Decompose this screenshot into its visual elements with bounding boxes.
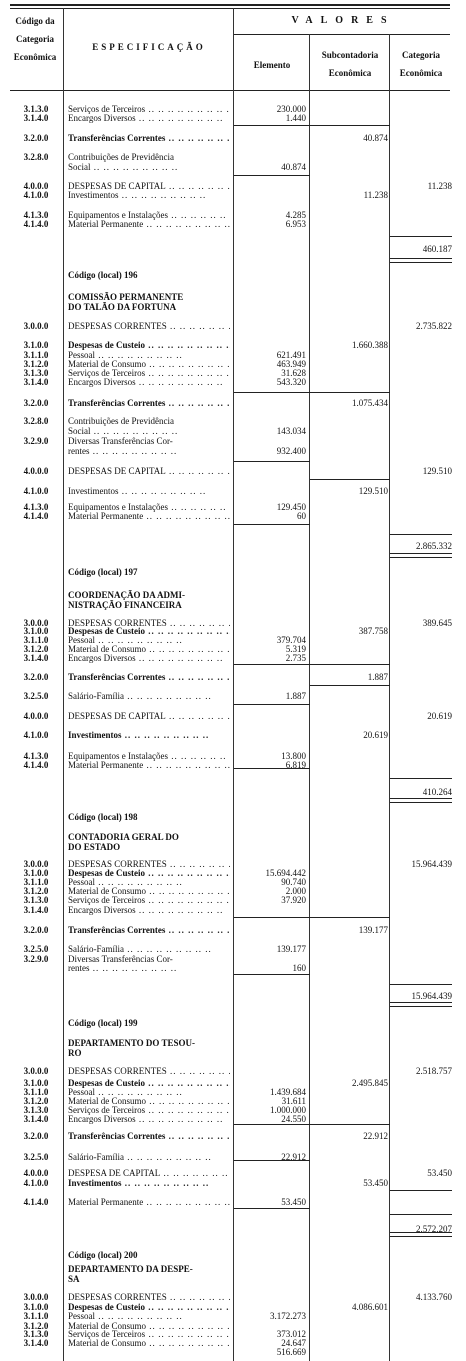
specification-text: Material Permanente .. .. [68, 1197, 230, 1207]
category-code: 3.2.0.0 [23, 1131, 49, 1141]
categoria-value: 2.735.822 [416, 321, 452, 331]
elemento-value: 53.450 [281, 1197, 306, 1207]
subcontadoria-value: 139.177 [358, 925, 388, 935]
valores-rule [234, 34, 450, 35]
categoria-value: 11.238 [427, 181, 452, 191]
total-rule [390, 1214, 452, 1215]
categoria-value: 20.619 [427, 711, 452, 721]
elemento-value: 373.012 [276, 1329, 306, 1339]
categoria-value: 2.865.332 [416, 541, 452, 551]
categoria-value: 2.518.757 [416, 1066, 452, 1076]
total-rule [310, 125, 390, 126]
category-code: 3.1.4.0 [23, 653, 49, 663]
elemento-value: 143.034 [276, 426, 306, 436]
specification-text: Equipamentos e Instalações .. .. [68, 502, 230, 512]
category-code: 3.1.4.0 [23, 1114, 49, 1124]
total-rule [234, 768, 310, 769]
category-code: 3.2.8.0 [23, 416, 49, 426]
elemento-value: 24.550 [281, 1114, 306, 1124]
specification-text: Despesas de Custeio .. .. [68, 340, 230, 350]
specification-text: DESPESAS CORRENTES .. .. [68, 321, 230, 331]
header-code-label: Código da Categoria Econômica [13, 16, 57, 62]
category-code: 4.1.3.0 [23, 502, 49, 512]
category-code: 3.1.2.0 [23, 1321, 49, 1331]
elemento-value: 2.735 [285, 653, 306, 663]
specification-text: DO ESTADO [68, 842, 121, 852]
specification-text: Material de Consumo .. .. [68, 1096, 230, 1106]
total-rule [234, 917, 310, 918]
category-code: 3.1.0.0 [23, 1078, 49, 1088]
category-code: 3.1.2.0 [23, 886, 49, 896]
categoria-value: 410.264 [422, 787, 452, 797]
specification-text: NISTRAÇÃO FINANCEIRA [68, 600, 182, 610]
specification-text: Transferências Correntes .. .. [68, 672, 230, 682]
category-code: 3.2.5.0 [23, 1152, 49, 1162]
category-code: 3.1.0.0 [23, 340, 49, 350]
subcontadoria-value: 11.238 [363, 190, 388, 200]
specification-text: Equipamentos e Instalações .. .. [68, 210, 230, 220]
specification-text: Encargos Diversos .. .. [68, 653, 230, 663]
total-rule [390, 1002, 452, 1003]
total-rule [390, 798, 452, 799]
specification-text: Pessoal .. .. [68, 635, 230, 645]
header-valores [236, 12, 450, 30]
subcontadoria-value: 40.874 [363, 133, 388, 143]
specification-text: Investimentos .. .. [68, 1178, 230, 1188]
specification-text: Material de Consumo .. .. [68, 359, 230, 369]
categoria-value: 53.450 [427, 1168, 452, 1178]
specification-text: Despesas de Custeio .. .. [68, 1078, 230, 1088]
total-rule [390, 778, 452, 779]
specification-text: Despesas de Custeio .. .. [68, 626, 230, 636]
specification-text: rentes .. .. [68, 963, 230, 973]
total-rule [390, 534, 452, 535]
total-rule [390, 236, 452, 237]
elemento-value: 5.319 [285, 644, 306, 654]
total-rule [234, 664, 310, 665]
specification-text: DESPESAS DE CAPITAL .. .. [68, 711, 230, 721]
specification-text: Serviços de Terceiros .. .. [68, 895, 230, 905]
total-rule [234, 524, 310, 525]
total-rule [390, 553, 452, 554]
total-rule [234, 974, 310, 975]
specification-text: Pessoal .. .. [68, 877, 230, 887]
specification-text: Diversas Transferências Cor- [68, 436, 173, 446]
elemento-value: 1.439.684 [270, 1087, 306, 1097]
category-code: 4.1.3.0 [23, 751, 49, 761]
category-code: 3.1.1.0 [23, 1087, 49, 1097]
category-code: 3.1.0.0 [23, 626, 49, 636]
specification-text: COORDENAÇÃO DA ADMI- [68, 590, 185, 600]
specification-text: RO [68, 1048, 82, 1058]
specification-text: Serviços de Terceiros .. .. [68, 104, 230, 114]
subcontadoria-value: 20.619 [363, 730, 388, 740]
specification-text: Salário-Família .. .. [68, 1152, 230, 1162]
category-code: 3.1.4.0 [23, 1338, 49, 1348]
specification-text: Contribuições de Previdência [68, 152, 174, 162]
elemento-value: 22.912 [281, 1152, 306, 1162]
elemento-value: 31.611 [281, 1096, 306, 1106]
total-rule [390, 984, 452, 985]
elemento-value: 139.177 [276, 944, 306, 954]
header-subcontadoria [310, 46, 390, 82]
specification-text: Despesas de Custeio .. .. [68, 1302, 230, 1312]
specification-text: Social .. .. [68, 162, 230, 172]
specification-text: Material de Consumo .. .. [68, 886, 230, 896]
specification-text: Código (local) 200 [68, 1250, 138, 1260]
category-code: 3.1.1.0 [23, 1311, 49, 1321]
specification-text: Encargos Diversos .. .. [68, 905, 230, 915]
category-code: 3.1.1.0 [23, 635, 49, 645]
category-code: 3.1.3.0 [23, 895, 49, 905]
elemento-value: 90.740 [281, 877, 306, 887]
specification-text: Salário-Família .. .. [68, 691, 230, 701]
elemento-value: 379.704 [276, 635, 306, 645]
subcontadoria-value: 1.660.388 [352, 340, 388, 350]
elemento-value: 31.628 [281, 368, 306, 378]
subcontadoria-value: 4.086.601 [352, 1302, 388, 1312]
specification-text: Contribuições de Previdência [68, 416, 174, 426]
total-rule [234, 1124, 310, 1125]
category-code: 3.2.5.0 [23, 691, 49, 701]
category-code: 3.1.4.0 [23, 905, 49, 915]
category-code: 4.1.0.0 [23, 190, 49, 200]
category-code: 3.0.0.0 [23, 618, 49, 628]
header-bottom-rule [10, 90, 450, 91]
specification-text: Investimentos .. .. [68, 190, 230, 200]
specification-text: Diversas Transferências Cor- [68, 954, 173, 964]
specification-text: CONTADORIA GERAL DO [68, 832, 179, 842]
category-code: 4.1.4.0 [23, 511, 49, 521]
category-code: 3.1.3.0 [23, 104, 49, 114]
category-code: 4.1.4.0 [23, 219, 49, 229]
col-rule-3 [309, 34, 310, 1361]
elemento-value: 2.000 [285, 886, 306, 896]
total-rule [310, 392, 390, 393]
specification-text: Pessoal .. .. [68, 1311, 230, 1321]
category-code: 3.1.2.0 [23, 1096, 49, 1106]
specification-text: DESPESAS CORRENTES .. .. [68, 859, 230, 869]
total-rule [390, 1236, 452, 1237]
specification-text: DESPESAS CORRENTES .. .. [68, 1066, 230, 1076]
elemento-value: 60 [297, 511, 306, 521]
specification-text: Serviços de Terceiros .. .. [68, 1105, 230, 1115]
header-subcontadoria-label: Subcontadoria Econômica [321, 50, 379, 78]
category-code: 3.2.5.0 [23, 944, 49, 954]
elemento-value: 160 [292, 963, 306, 973]
specification-text: Encargos Diversos .. .. [68, 113, 230, 123]
specification-text: Transferências Correntes .. .. [68, 1131, 230, 1141]
subcontadoria-value: 53.450 [363, 1178, 388, 1188]
elemento-value: 40.874 [281, 162, 306, 172]
specification-text: DEPARTAMENTO DO TESOU- [68, 1038, 196, 1048]
category-code: 4.0.0.0 [23, 711, 49, 721]
specification-text: Material de Consumo .. .. [68, 644, 230, 654]
total-rule [234, 175, 310, 176]
total-rule [310, 1124, 390, 1125]
category-code: 3.0.0.0 [23, 321, 49, 331]
category-code: 3.2.0.0 [23, 925, 49, 935]
elemento-value: 1.887 [285, 691, 306, 701]
elemento-value: 129.450 [276, 502, 306, 512]
category-code: 3.1.0.0 [23, 1302, 49, 1312]
elemento-value: 543.320 [276, 377, 306, 387]
category-code: 3.2.9.0 [23, 436, 49, 446]
elemento-value: 6.819 [285, 760, 306, 770]
top-rule-2 [10, 8, 450, 9]
total-rule [234, 704, 310, 705]
specification-text: DESPESAS CORRENTES .. .. [68, 618, 230, 628]
specification-text: Material Permanente .. .. [68, 760, 230, 770]
specification-text: DO TALÃO DA FORTUNA [68, 302, 177, 312]
category-code: 3.1.3.0 [23, 368, 49, 378]
categoria-value: 389.645 [422, 618, 452, 628]
specification-text: Despesas de Custeio .. .. [68, 868, 230, 878]
category-code: 3.2.0.0 [23, 672, 49, 682]
elemento-value: 463.949 [276, 359, 306, 369]
total-rule [234, 125, 310, 126]
specification-text: Código (local) 198 [68, 812, 138, 822]
categoria-value: 129.510 [422, 466, 452, 476]
categoria-value: 4.133.760 [416, 1292, 452, 1302]
category-code: 3.0.0.0 [23, 859, 49, 869]
category-code: 4.0.0.0 [23, 1168, 49, 1178]
specification-text: Transferências Correntes .. .. [68, 398, 230, 408]
elemento-value: 932.400 [276, 446, 306, 456]
specification-text: Serviços de Terceiros .. .. [68, 368, 230, 378]
category-code: 4.1.4.0 [23, 1197, 49, 1207]
category-code: 3.2.9.0 [23, 954, 49, 964]
subcontadoria-value: 1.887 [367, 672, 388, 682]
specification-text: DESPESAS CORRENTES .. .. [68, 1292, 230, 1302]
elemento-value: 24.647 [281, 1338, 306, 1348]
category-code: 4.1.0.0 [23, 730, 49, 740]
total-rule [390, 258, 452, 259]
specification-text: Pessoal .. .. [68, 350, 230, 360]
categoria-value: 15.964.439 [411, 991, 452, 1001]
subcontadoria-value: 1.075.434 [352, 398, 388, 408]
specification-text: Investimentos .. .. [68, 486, 230, 496]
total-rule [234, 461, 310, 462]
category-code: 4.0.0.0 [23, 466, 49, 476]
specification-text: Social .. .. [68, 426, 230, 436]
elemento-value: 4.285 [285, 210, 306, 220]
category-code: 4.1.0.0 [23, 1178, 49, 1188]
total-rule [310, 479, 390, 480]
specification-text: Código (local) 199 [68, 1018, 138, 1028]
category-code: 3.2.0.0 [23, 133, 49, 143]
col-rule-4 [389, 34, 390, 1361]
specification-text: Encargos Diversos .. .. [68, 377, 230, 387]
category-code: 4.0.0.0 [23, 181, 49, 191]
elemento-value: 1.440 [285, 113, 306, 123]
specification-text: Transferências Correntes .. .. [68, 133, 230, 143]
specification-text: Material Permanente .. .. [68, 219, 230, 229]
subcontadoria-value: 22.912 [363, 1131, 388, 1141]
total-rule [310, 917, 390, 918]
header-spec [66, 38, 232, 56]
specification-text: Código (local) 196 [68, 270, 138, 280]
specification-text: Encargos Diversos .. .. [68, 1114, 230, 1124]
header-elemento [236, 56, 308, 74]
specification-text: Transferências Correntes .. .. [68, 925, 230, 935]
category-code: 3.0.0.0 [23, 1292, 49, 1302]
total-rule [390, 1006, 452, 1007]
total-rule [310, 685, 390, 686]
header-valores-label: VALORES [291, 15, 395, 26]
header-code [8, 12, 62, 66]
elemento-value: 13.800 [281, 751, 306, 761]
category-code: 3.1.4.0 [23, 113, 49, 123]
category-code: 3.2.8.0 [23, 152, 49, 162]
specification-text: Código (local) 197 [68, 567, 138, 577]
specification-text: rentes .. .. [68, 446, 230, 456]
specification-text: DESPESAS DE CAPITAL .. .. [68, 181, 230, 191]
header-categoria [390, 46, 452, 82]
specification-text: Material de Consumo .. .. [68, 1338, 230, 1348]
specification-text: SA [68, 1274, 80, 1284]
category-code: 4.1.3.0 [23, 210, 49, 220]
total-rule [310, 664, 390, 665]
elemento-value: 230.000 [276, 104, 306, 114]
total-rule [390, 1190, 452, 1191]
categoria-value: 2.572.207 [416, 1224, 452, 1234]
subcontadoria-value: 2.495.845 [352, 1078, 388, 1088]
specification-text: Serviços de Terceiros .. .. [68, 1329, 230, 1339]
subcontadoria-value: 129.510 [358, 486, 388, 496]
category-code: 3.1.0.0 [23, 868, 49, 878]
elemento-value: 37.920 [281, 895, 306, 905]
total-rule [234, 1208, 310, 1209]
specification-text: DEPARTAMENTO DA DESPE- [68, 1264, 193, 1274]
category-code: 3.1.1.0 [23, 350, 49, 360]
specification-text: COMISSÃO PERMANENTE [68, 292, 184, 302]
categoria-value: 15.964.439 [411, 859, 452, 869]
elemento-value: 516.669 [276, 1347, 306, 1357]
category-code: 3.1.2.0 [23, 644, 49, 654]
elemento-value: 3.172.273 [270, 1311, 306, 1321]
total-rule [390, 262, 452, 263]
category-code: 3.1.4.0 [23, 377, 49, 387]
specification-text: Equipamentos e Instalações .. .. [68, 751, 230, 761]
top-rule [10, 4, 450, 6]
specification-text: Material Permanente .. .. [68, 511, 230, 521]
subcontadoria-value: 387.758 [358, 626, 388, 636]
specification-text: Pessoal .. .. [68, 1087, 230, 1097]
category-code: 3.1.3.0 [23, 1329, 49, 1339]
specification-text: Material de Consumo .. .. [68, 1321, 230, 1331]
specification-text: DESPESA DE CAPITAL .. .. [68, 1168, 230, 1178]
category-code: 3.1.1.0 [23, 877, 49, 887]
category-code: 4.1.0.0 [23, 486, 49, 496]
category-code: 4.1.4.0 [23, 760, 49, 770]
category-code: 3.0.0.0 [23, 1066, 49, 1076]
col-rule-1 [63, 8, 64, 1361]
header-spec-label: ESPECIFICAÇÃO [92, 42, 206, 52]
category-code: 3.2.0.0 [23, 398, 49, 408]
specification-text: Investimentos .. .. [68, 730, 230, 740]
col-rule-2 [233, 8, 234, 1361]
specification-text: Salário-Família .. .. [68, 944, 230, 954]
elemento-value: 15.694.442 [265, 868, 306, 878]
categoria-value: 460.187 [422, 244, 452, 254]
total-rule [390, 1232, 452, 1233]
total-rule [390, 557, 452, 558]
total-rule [390, 802, 452, 803]
elemento-value: 621.491 [276, 350, 306, 360]
specification-text: DESPESAS DE CAPITAL .. .. [68, 466, 230, 476]
header-categoria-label: Categoria Econômica [399, 50, 443, 78]
category-code: 3.1.3.0 [23, 1105, 49, 1115]
total-rule [234, 1160, 310, 1161]
elemento-value: 1.000.000 [270, 1105, 306, 1115]
total-rule [234, 392, 310, 393]
category-code: 3.1.2.0 [23, 359, 49, 369]
header-elemento-label: Elemento [253, 60, 291, 70]
elemento-value: 6.953 [285, 219, 306, 229]
